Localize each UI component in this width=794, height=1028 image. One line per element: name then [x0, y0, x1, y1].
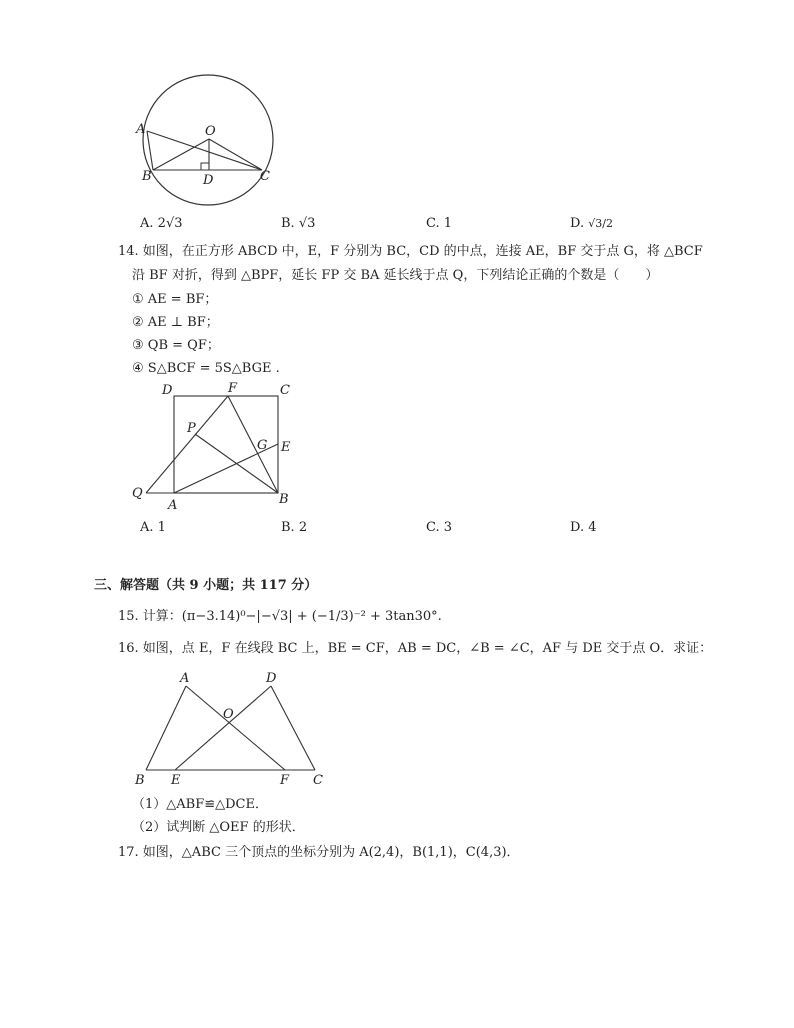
q16-label-o: O [223, 707, 234, 722]
option-letter: C. [426, 216, 440, 231]
q14-option-c [426, 520, 452, 536]
option-value: 4 [588, 520, 597, 535]
q13-label-b: B [142, 169, 152, 184]
option-value: √3/2 [588, 217, 613, 230]
q14-conclusion-1: ① AE = BF； [132, 292, 218, 307]
option-letter: D. [570, 520, 585, 535]
q13-label-d: D [203, 173, 214, 188]
option-letter: B. [281, 216, 295, 231]
q13-figure [135, 75, 273, 205]
option-value: √3 [298, 216, 316, 231]
q16-label-a: A [180, 671, 190, 686]
option-letter: C. [426, 520, 440, 535]
q14-stem-line1: 14. 如图，在正方形 ABCD 中，E，F 分别为 BC，CD 的中点，连接 AE，BF 交于点 G，将 △BCF [118, 244, 703, 259]
q14-label-q: Q [132, 486, 143, 501]
q14-option-a [140, 520, 166, 536]
q14-label-d: D [162, 383, 173, 398]
q13-option-d [570, 216, 613, 232]
q15-text: 15. 计算：(π−3.14)⁰−|−√3| + (−1/3)⁻² + 3tan30°. [118, 609, 442, 624]
q14-label-p: P [187, 421, 196, 436]
q14-label-f: F [228, 381, 238, 396]
option-letter: A. [140, 520, 154, 535]
q17-text: 17. 如图，△ABC 三个顶点的坐标分别为 A(2,4)，B(1,1)，C(4,3)． [118, 845, 520, 860]
section-title: 三、解答题（共 9 小题；共 117 分） [94, 578, 318, 593]
option-value: 2 [298, 520, 308, 535]
option-value: 3 [443, 520, 453, 535]
q16-part2: （2）试判断 △OEF 的形状． [132, 820, 305, 835]
option-letter: B. [281, 520, 295, 535]
q16-label-d: D [266, 671, 277, 686]
q16-label-b: B [135, 773, 145, 788]
q13-label-o: O [205, 124, 216, 139]
option-value: 2√3 [157, 216, 183, 231]
q13-label-a: A [136, 122, 146, 137]
q16-label-f: F [280, 773, 290, 788]
q14-label-a: A [168, 498, 178, 513]
q13-option-c [426, 216, 452, 232]
q14-label-b: B [279, 492, 289, 507]
option-letter: A. [140, 216, 154, 231]
option-value: 1 [443, 216, 453, 231]
q16-part1: （1）△ABF≌△DCE． [132, 797, 268, 812]
q13-option-a [140, 216, 183, 232]
q14-label-c: C [280, 383, 290, 398]
q14-option-d [570, 520, 597, 536]
q14-conclusion-2: ② AE ⊥ BF； [132, 315, 219, 330]
q16-stem: 16. 如图，点 E，F 在线段 BC 上，BE = CF，AB = DC，∠B = ∠C，AF 与 DE 交于点 O．求证： [118, 641, 713, 656]
q14-stem-line2: 沿 BF 对折，得到 △BPF，延长 FP 交 BA 延长线于点 Q，下列结论正确的个数是（ ） [132, 268, 659, 283]
q13-option-b [281, 216, 315, 232]
q13-label-c: C [260, 169, 270, 184]
option-letter: D. [570, 216, 585, 231]
q14-conclusion-3: ③ QB = QF； [132, 338, 220, 353]
q16-label-e: E [171, 773, 181, 788]
q16-figure [134, 671, 323, 788]
option-value: 1 [157, 520, 166, 535]
q14-figure [132, 381, 291, 513]
q16-label-c: C [313, 773, 323, 788]
q14-conclusion-4: ④ S△BCF = 5S△BGE . [132, 361, 280, 376]
q14-option-b [281, 520, 307, 536]
q14-label-g: G [257, 438, 268, 453]
q14-label-e: E [281, 440, 291, 455]
